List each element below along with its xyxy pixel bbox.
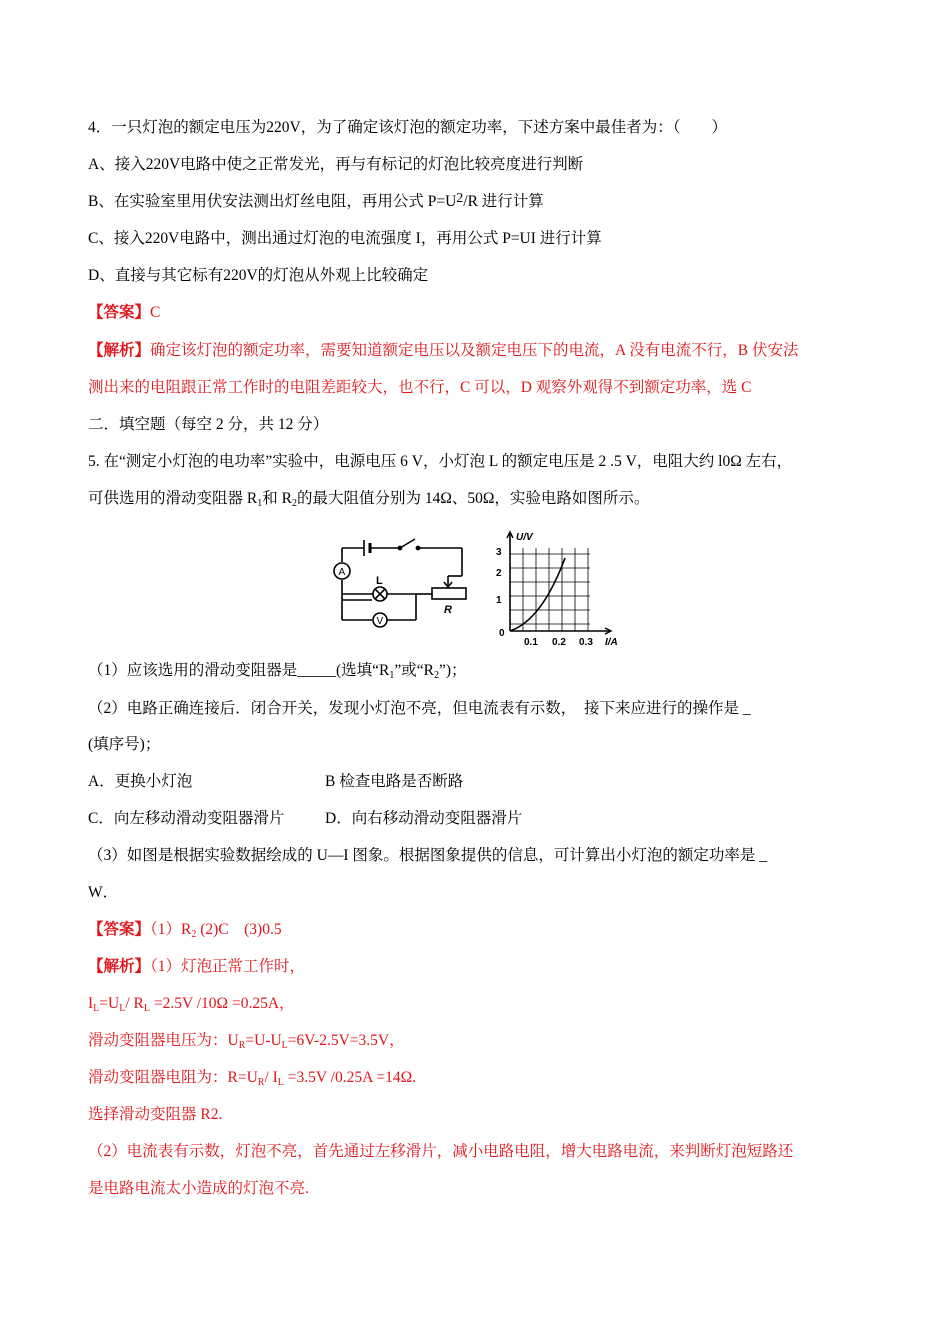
calc-text: =2.5V /10Ω =0.25A， (149, 995, 295, 1012)
q5-sub1-text-a: （1）应该选用的滑动变阻器是_____(选填“R (88, 662, 390, 679)
voltmeter-label: V (376, 616, 384, 627)
y-tick: 1 (496, 595, 502, 606)
calc-text: 滑动变阻器电压为：U (88, 1032, 239, 1049)
q4-option-b-tail: /R 进行计算 (463, 193, 544, 210)
q5-sub1 (88, 660, 467, 682)
q4-stem: 4．一只灯泡的额定电压为220V，为了确定该灯泡的额定功率，下述方案中最佳者为：（ ） (88, 119, 727, 136)
calc-text: =6V-2.5V=3.5V， (287, 1032, 405, 1049)
answer-part-b: (2)C (3)0.5 (196, 921, 282, 938)
q5-choose: 选择滑动变阻器 R2. (88, 1106, 223, 1123)
q5-calc-current (88, 993, 295, 1015)
rheostat-icon (432, 588, 466, 599)
y-axis-label: U/V (516, 532, 533, 543)
q5-sub2-line1: （2）电路正确连接后．闭合开关，发现小灯泡不亮，但电流表有示数， 接下来应进行的操作是 _ (88, 700, 751, 717)
ui-curve (510, 558, 565, 631)
answer-tag: 【答案】 (88, 304, 151, 321)
calc-text: / R (125, 995, 144, 1012)
q5-analysis-line1 (88, 956, 305, 978)
calc-sub: L (277, 1077, 284, 1088)
q5-stem-line2 (88, 488, 649, 510)
answer-value: C (150, 304, 161, 321)
q4-option-c: C、接入220V电路中，测出通过灯泡的电流强度 I，再用公式 P=UI 进行计算 (88, 230, 602, 247)
q5-sub3-line1: （3）如图是根据实验数据绘成的 U—I 图象。根据图象提供的信息，可计算出小灯泡的额定功率是 _ (88, 847, 767, 864)
q5-analysis2-line2: 是电路电流太小造成的灯泡不亮. (88, 1180, 309, 1197)
q5-stem-text-b: 和 R (262, 490, 292, 507)
calc-text: =U-U (245, 1032, 282, 1049)
q5-sub3-line2: W． (88, 884, 119, 901)
origin-tick: 0 (499, 628, 505, 639)
experiment-figure (320, 528, 630, 646)
ammeter-label: A (338, 567, 346, 578)
q5-stem-line1: 5. 在“测定小灯泡的电功率”实验中，电源电压 6 V，小灯泡 L 的额定电压是 2 .5 V，电阻大约 l0Ω 左右， (88, 453, 793, 470)
q4-analysis-line1 (88, 340, 798, 362)
y-tick: 2 (496, 568, 502, 579)
calc-sub: L (93, 1003, 100, 1014)
rheostat-label: R (444, 604, 452, 616)
calc-text: 滑动变阻器电阻为：R=U (88, 1069, 258, 1086)
x-tick: 0.2 (552, 637, 566, 646)
calc-text: =3.5V /0.25A =14Ω. (283, 1069, 416, 1086)
figure-svg (320, 528, 630, 646)
q5-stem-sub1: 1 (257, 498, 263, 509)
calc-sub: R (238, 1040, 246, 1051)
q5-sub1-sub1: 1 (389, 670, 395, 681)
x-axis-label: I/A (605, 637, 618, 646)
calc-text: I (88, 995, 94, 1012)
y-tick: 3 (496, 547, 502, 558)
analysis-tag: 【解析】 (88, 342, 151, 359)
x-tick: 0.3 (579, 637, 593, 646)
calc-sub: L (119, 1003, 126, 1014)
calc-text: =U (99, 995, 120, 1012)
q5-stem-text-a: 可供选用的滑动变阻器 R (88, 490, 258, 507)
analysis-text: 确定该灯泡的额定功率，需要知道额定电压以及额定电压下的电流，A 没有电流不行，B 伏安法 (150, 342, 799, 359)
q5-calc-voltage (88, 1030, 405, 1052)
analysis-tag: 【解析】 (88, 958, 151, 975)
q5-option-d: D．向右移动滑动变阻器滑片 (325, 810, 523, 827)
q5-option-a: A．更换小灯泡 (88, 773, 193, 790)
q4-option-a: A、接入220V电路中使之正常发光，再与有标记的灯泡比较亮度进行判断 (88, 156, 584, 173)
answer-sub: 2 (191, 929, 197, 940)
calc-text: / I (264, 1069, 278, 1086)
q4-option-d: D、直接与其它标有220V的灯泡从外观上比较确定 (88, 267, 429, 284)
q5-answer (88, 919, 282, 941)
q5-option-b: B 检查电路是否断路 (325, 773, 464, 790)
q5-stem-text-c: 的最大阻值分别为 14Ω、50Ω，实验电路如图所示。 (296, 490, 650, 507)
q5-analysis2-line1: （2）电流表有示数，灯泡不亮，首先通过左移滑片，减小电路电阻，增大电路电流，来判断灯泡短路还 (88, 1143, 794, 1160)
switch-icon (400, 539, 415, 548)
q5-sub1-text-c: ”)； (439, 662, 467, 679)
q4-option-b-text: B、在实验室里用伏安法测出灯丝电阻，再用公式 P=U (88, 193, 457, 210)
q5-calc-resistance (88, 1067, 416, 1089)
graph-grid (510, 548, 590, 631)
q5-sub2-line2: (填序号)； (88, 736, 161, 753)
ui-graph (496, 532, 618, 646)
q4-option-b (88, 191, 544, 213)
answer-part-a: （1）R (150, 921, 192, 938)
calc-sub: L (143, 1003, 150, 1014)
analysis-text: （1）灯泡正常工作时， (150, 958, 306, 975)
q4-analysis-line2: 测出来的电阻跟正常工作时的电阻差距较大，也不行，C 可以，D 观察外观得不到额定功率，选 C (88, 379, 752, 396)
q5-option-c: C．向左移动滑动变阻器滑片 (88, 810, 285, 827)
calc-sub: R (257, 1077, 265, 1088)
q5-sub1-text-b: ”或“R (394, 662, 434, 679)
section-heading: 二．填空题（每空 2 分，共 12 分） (88, 416, 329, 433)
answer-tag: 【答案】 (88, 921, 151, 938)
x-tick: 0.1 (524, 637, 538, 646)
calc-sub: L (281, 1040, 288, 1051)
lamp-label: L (376, 575, 383, 587)
q5-sub1-sub2: 2 (434, 670, 439, 681)
q4-option-b-exponent: 2 (456, 191, 464, 206)
q5-stem-sub2: 2 (291, 498, 297, 509)
q4-answer (88, 302, 160, 324)
